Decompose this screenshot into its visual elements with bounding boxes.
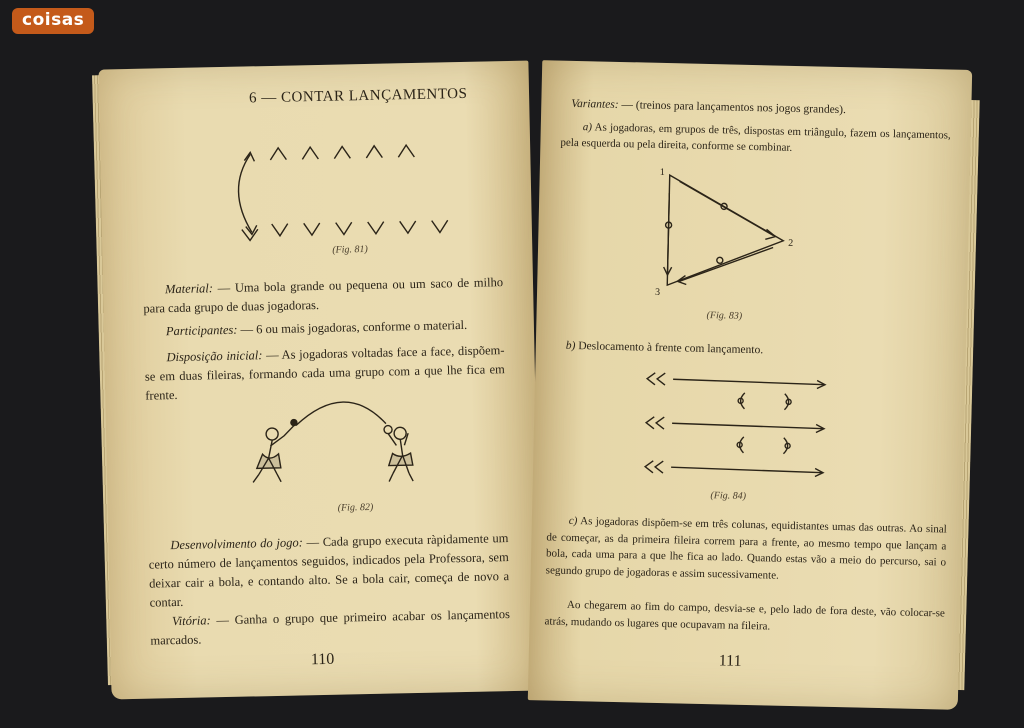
desenvolvimento-label: Desenvolvimento do jogo:	[170, 535, 303, 553]
variant-a-text: As jogadoras, em grupos de três, dispostas em triângulo, fazem os lançamentos, pela esquerda ou pela direita, conforme se combinar.	[560, 121, 951, 154]
vitoria-label: Vitória:	[171, 613, 211, 629]
vitoria-paragraph	[150, 605, 511, 651]
vitoria-text: — Ganha o grupo que primeiro acabar os lançamentos marcados.	[150, 607, 511, 648]
fig-82-illustration	[235, 393, 437, 497]
watermark-logo: coisas	[12, 8, 94, 34]
variant-b-label: b)	[565, 339, 576, 353]
fig-84-caption: (Fig. 84)	[710, 490, 747, 502]
right-page	[528, 60, 972, 710]
participantes-text: — 6 ou mais jogadoras, conforme o material.	[237, 317, 468, 337]
variant-a-paragraph	[560, 119, 951, 160]
fig-81-diagram	[230, 130, 462, 245]
participantes-label: Participantes:	[165, 322, 238, 339]
variant-c2-paragraph	[544, 596, 945, 638]
material-label: Material:	[164, 281, 214, 297]
variant-c-text: As jogadoras dispõem-se em três colunas, equidistantes umas das outras. Ao sinal de começar, as da primeira fileira correm para a frente, ao mesmo tempo que lançam a bola, cada uma para a que lhe fica ao lado. Quando estas vão a meio do percurso, sai o segundo grupo de jogadoras e assim sucessivamente.	[545, 515, 947, 582]
fig-84-lanes-diagram	[643, 363, 836, 487]
variant-c-paragraph	[546, 512, 947, 587]
variant-b-paragraph	[566, 337, 946, 365]
fig-83-caption: (Fig. 83)	[706, 309, 743, 322]
fig-83-label-3: 3	[654, 286, 661, 298]
material-text: — Uma bola grande ou pequena ou um saco de milho para cada grupo de duas jogadoras.	[143, 275, 504, 316]
variantes-paragraph	[571, 95, 951, 123]
fig-81-caption: (Fig. 81)	[332, 243, 368, 256]
variant-c-label: c)	[568, 514, 578, 528]
desenvolvimento-paragraph	[148, 529, 510, 613]
fig-83-triangle-diagram	[647, 163, 810, 307]
fig-82-caption: (Fig. 82)	[337, 501, 374, 514]
material-paragraph	[143, 273, 504, 319]
left-page	[98, 61, 541, 700]
fig-83-label-1: 1	[659, 166, 665, 179]
variant-c2-text: Ao chegarem ao fim do campo, desvia-se e, pelo lado de fora deste, vão colocar-se atrás, mudando os lugares que ocupavam na fileira.	[544, 598, 946, 633]
variant-a-label: a)	[582, 121, 593, 134]
open-book	[40, 45, 990, 715]
desenvolvimento-text: — Cada grupo executa ràpidamente um certo número de lançamentos seguidos, indicados pela Professora, sem deixar cair a bola, e contando alto. Se a bola cair, começa de novo a contar.	[148, 531, 510, 610]
participantes-paragraph	[144, 315, 504, 342]
page-number-left: 110	[310, 650, 335, 669]
page-title: 6 — CONTAR LANÇAMENTOS	[248, 85, 468, 107]
variantes-label: Variantes:	[571, 97, 619, 111]
disposicao-text: — As jogadoras voltadas face a face, dispõem-se em duas fileiras, formando cada uma grupo com a que lhe fica em frente.	[144, 343, 505, 403]
variantes-text: — (treinos para lançamentos nos jogos grandes).	[618, 98, 847, 117]
page-number-right: 111	[718, 652, 742, 670]
variant-b-text: Deslocamento à frente com lançamento.	[575, 340, 764, 357]
disposicao-label: Disposição inicial:	[166, 348, 263, 365]
fig-83-label-2: 2	[788, 237, 794, 249]
